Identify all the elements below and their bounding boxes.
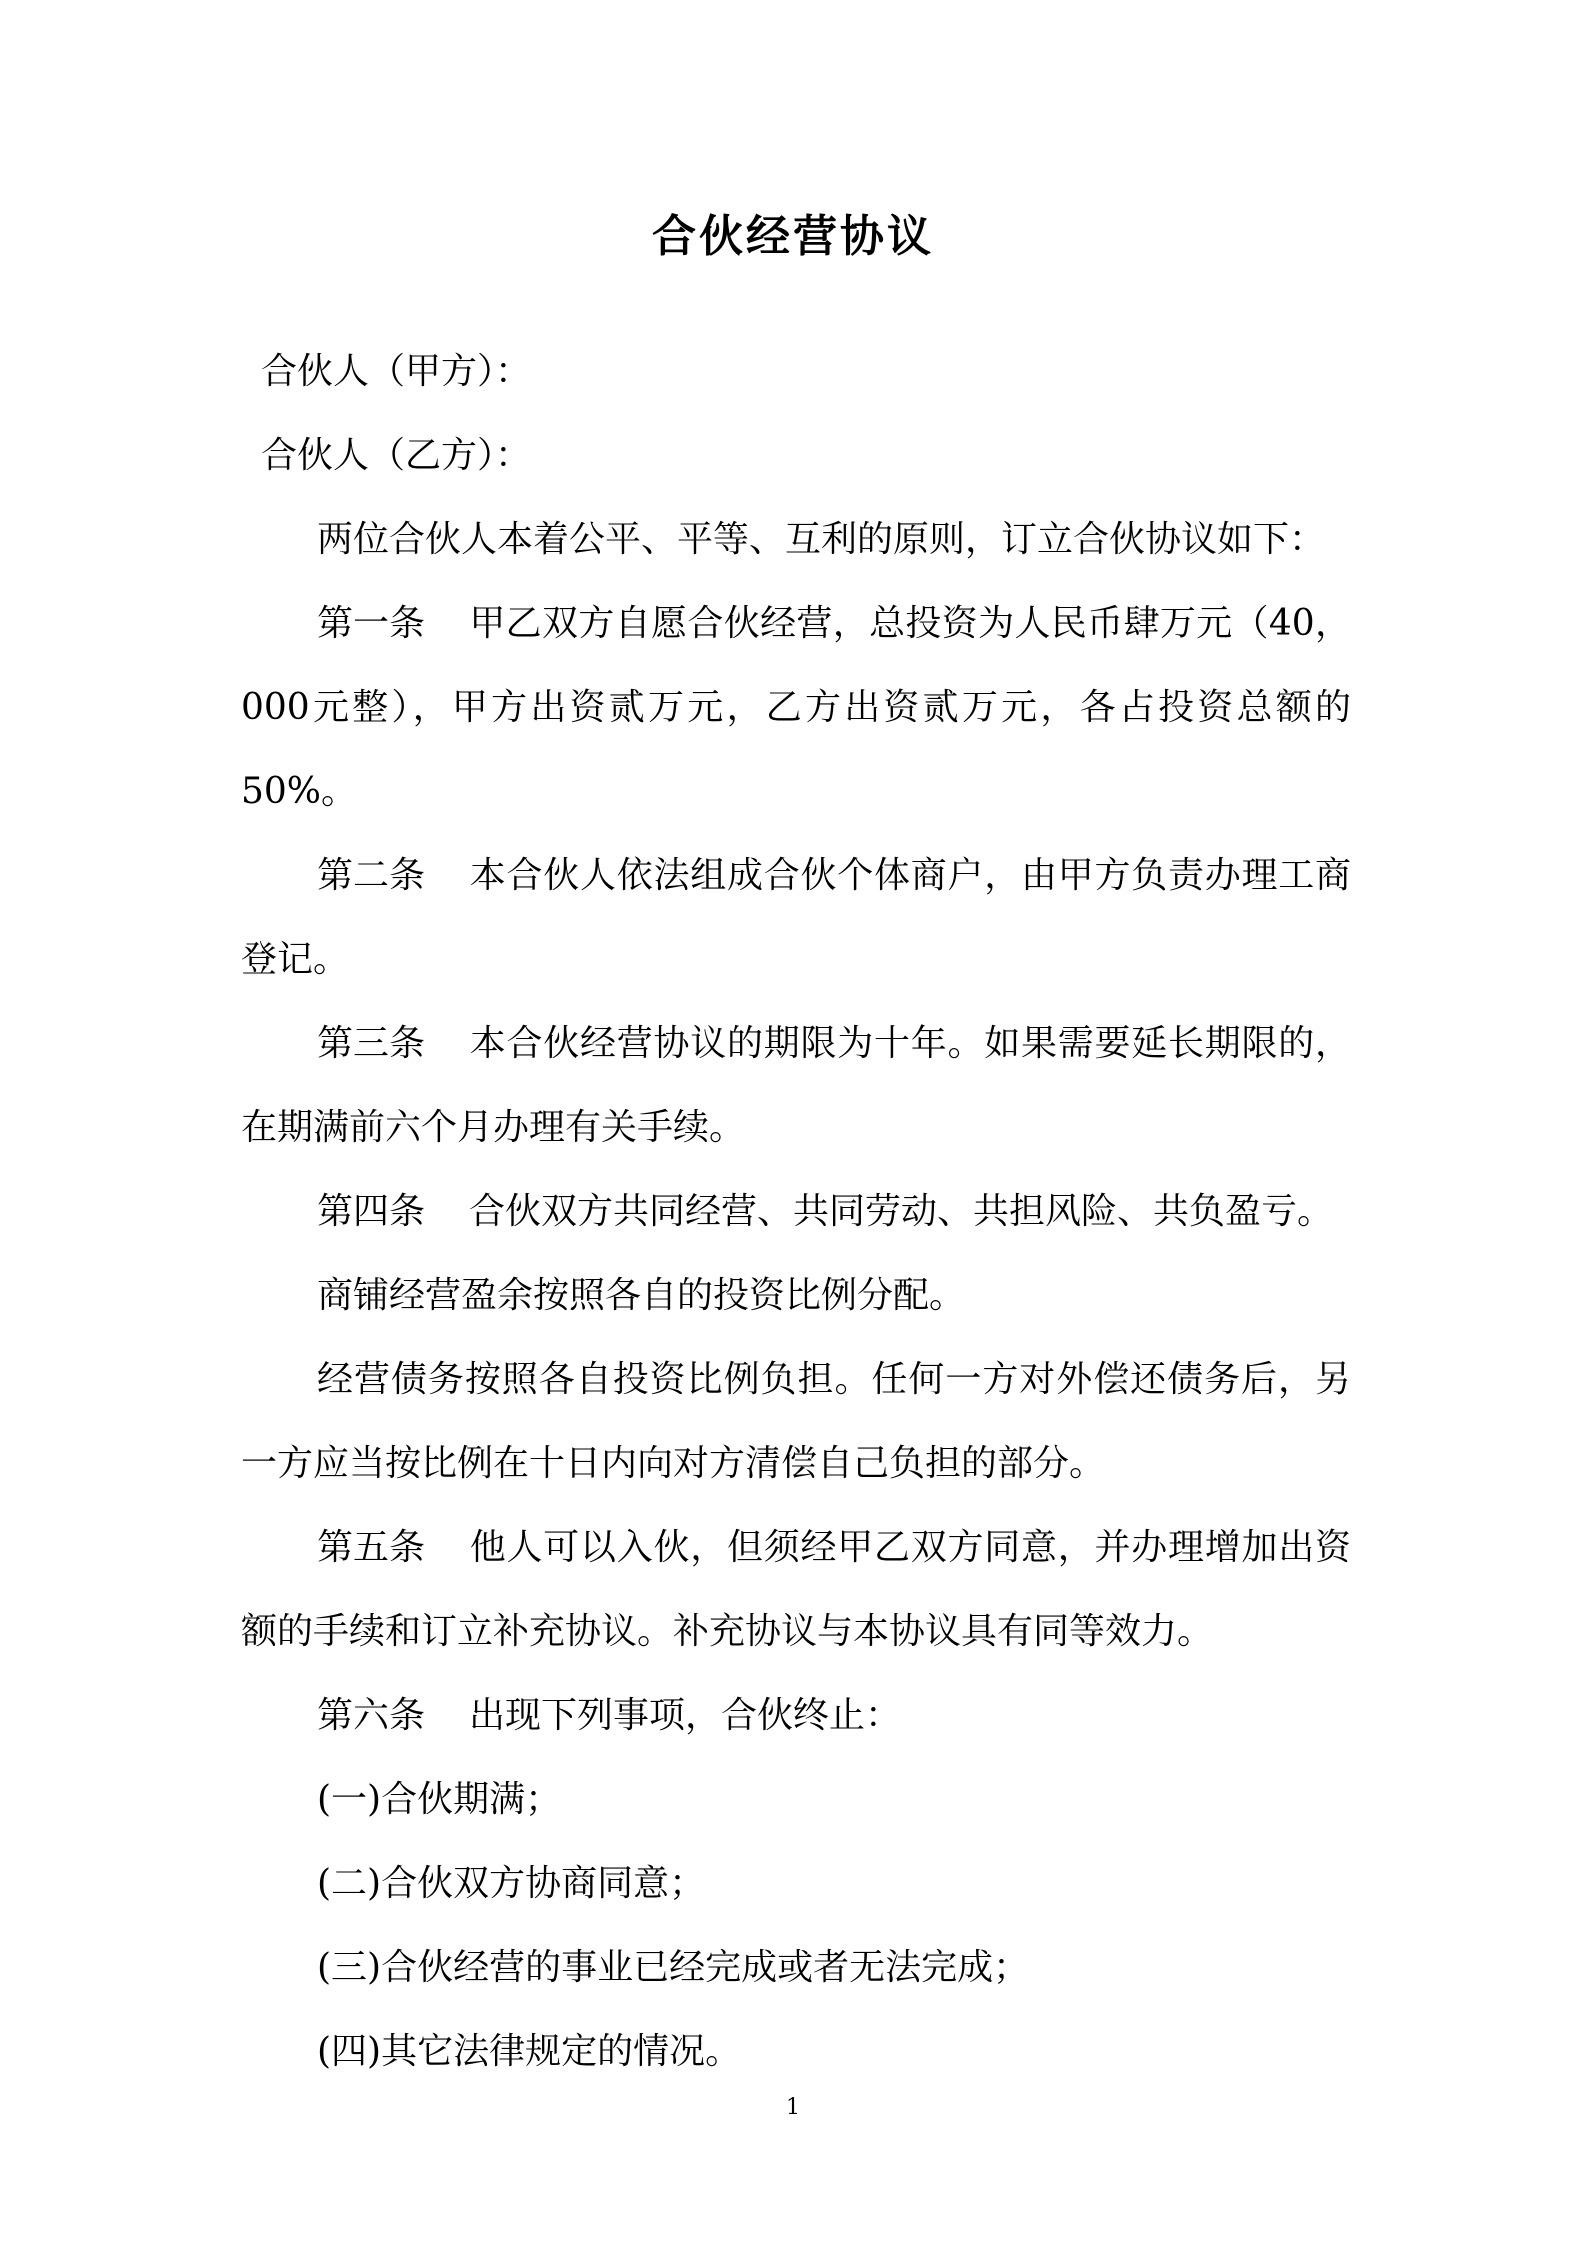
document-body xyxy=(241,330,1351,2094)
article-text: 出现下列事项，合伙终止： xyxy=(469,1695,902,1736)
party-b-line: 合伙人（乙方）： xyxy=(261,435,532,476)
article-text: 本合伙经营协议的期限为十年。如果需要延长期限的，在期满前六个月办理有关手续。 xyxy=(241,1023,1351,1148)
article-label: 第四条 xyxy=(317,1191,426,1232)
document-title: 合伙经营协议 xyxy=(652,211,934,262)
party-a-line: 合伙人（甲方）： xyxy=(261,351,532,392)
termination-item-2: (二)合伙双方协商同意； xyxy=(317,1863,706,1904)
preamble: 两位合伙人本着公平、平等、互利的原则，订立合伙协议如下： xyxy=(317,519,1326,560)
article-4-debt: 经营债务按照各自投资比例负担。任何一方对外偿还债务后，另一方应当按比例在十日内向对方清偿自己负担的部分。 xyxy=(241,1359,1351,1484)
article-label: 第五条 xyxy=(317,1527,426,1568)
article-1 xyxy=(241,582,1351,834)
article-2 xyxy=(241,834,1351,1002)
article-text: 他人可以入伙，但须经甲乙双方同意，并办理增加出资额的手续和订立补充协议。补充协议与本协议具有同等效力。 xyxy=(241,1527,1351,1652)
article-4-profit: 商铺经营盈余按照各自的投资比例分配。 xyxy=(317,1275,966,1316)
article-label: 第二条 xyxy=(317,855,426,896)
termination-item-4: (四)其它法律规定的情况。 xyxy=(317,2031,742,2072)
article-label: 第六条 xyxy=(317,1695,426,1736)
article-6 xyxy=(241,1674,1351,1758)
article-label: 第三条 xyxy=(317,1023,426,1064)
article-5 xyxy=(241,1506,1351,1674)
termination-item-1: (一)合伙期满； xyxy=(317,1779,562,1820)
article-text: 甲乙双方自愿合伙经营，总投资为人民币肆万元（40，000元整），甲方出资贰万元，乙方出资贰万元，各占投资总额的50%。 xyxy=(241,603,1351,812)
article-text: 合伙双方共同经营、共同劳动、共担风险、共负盈亏。 xyxy=(469,1191,1334,1232)
termination-item-3: (三)合伙经营的事业已经完成或者无法完成； xyxy=(317,1947,1030,1988)
article-3 xyxy=(241,1002,1351,1170)
article-label: 第一条 xyxy=(317,603,426,644)
article-text: 本合伙人依法组成合伙个体商户，由甲方负责办理工商登记。 xyxy=(241,855,1351,980)
page-number: 1 xyxy=(786,2095,800,2120)
article-4 xyxy=(241,1170,1351,1254)
